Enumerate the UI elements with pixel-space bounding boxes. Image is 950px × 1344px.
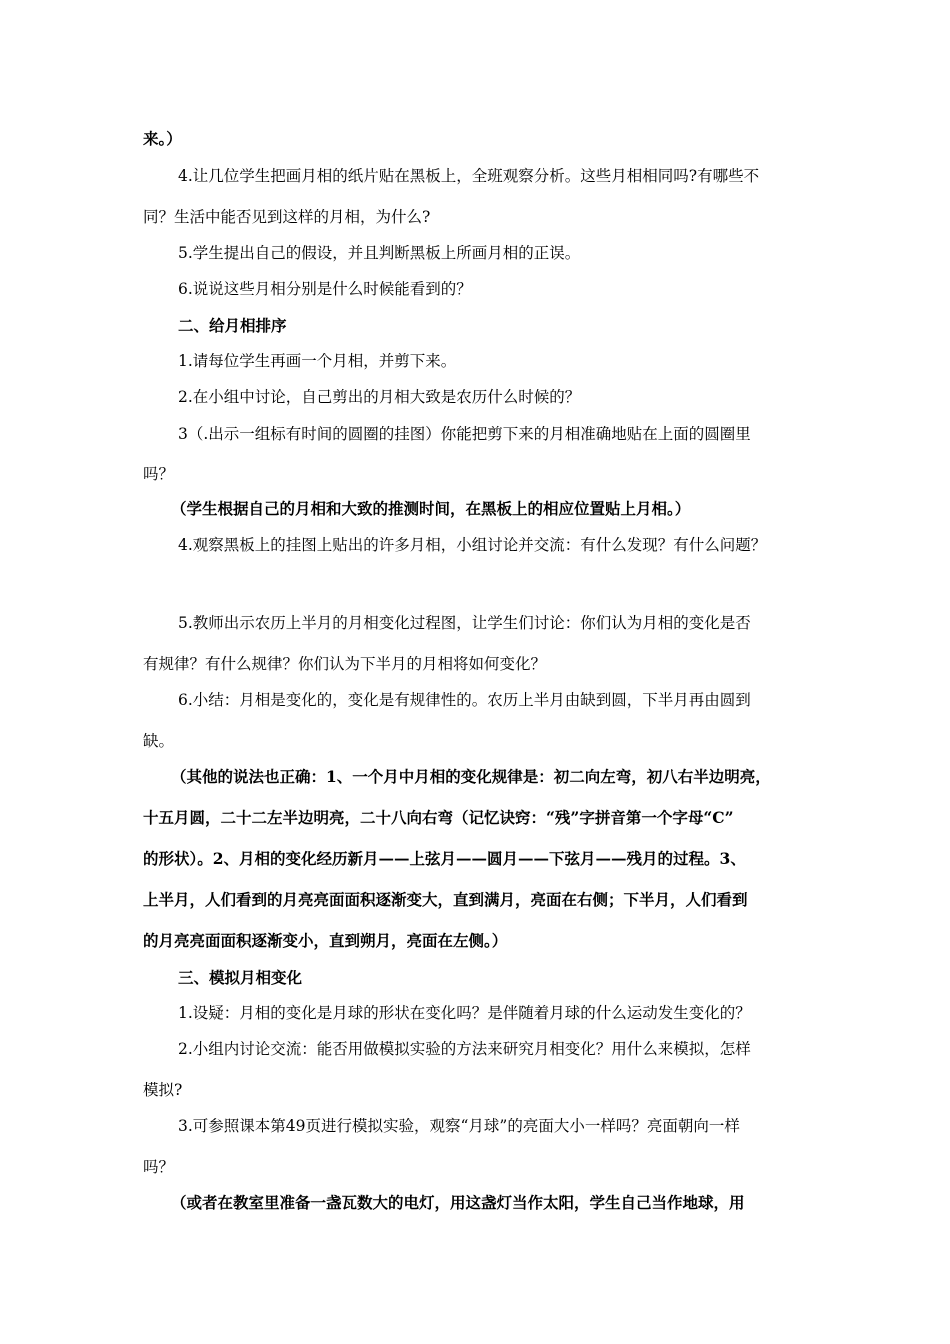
note-line: （其他的说法也正确：1、一个月中月相的变化规律是：初二向左弯，初八右半边明亮，	[171, 767, 771, 786]
text-line: 同？生活中能否见到这样的月相，为什么?	[143, 208, 431, 226]
text-line: 模拟?	[143, 1081, 183, 1099]
text-line: 5.学生提出自己的假设，并且判断黑板上所画月相的正误。	[178, 244, 581, 262]
note-line: （或者在教室里准备一盏瓦数大的电灯，用这盏灯当作太阳，学生自己当作地球，用	[171, 1193, 745, 1212]
text-line: 2.在小组中讨论，自己剪出的月相大致是农历什么时候的？	[178, 388, 581, 406]
section-heading: 三、模拟月相变化	[178, 968, 303, 987]
text-line: 有规律？有什么规律？你们认为下半月的月相将如何变化？	[143, 655, 547, 673]
text-line: 4.让几位学生把画月相的纸片贴在黑板上，全班观察分析。这些月相相同吗?有哪些不	[178, 167, 760, 185]
text-line: 3（.出示一组标有时间的圆圈的挂图）你能把剪下来的月相准确地贴在上面的圆圈里	[178, 425, 751, 443]
text-line: 吗？	[143, 465, 175, 483]
text-line: 5.教师出示农历上半月的月相变化过程图，让学生们讨论：你们认为月相的变化是否	[178, 614, 751, 632]
note-line: 上半月，人们看到的月亮亮面面积逐渐变大，直到满月，亮面在右侧；下半月，人们看到	[143, 890, 748, 909]
text-line: 4.观察黑板上的挂图上贴出的许多月相，小组讨论并交流：有什么发现？有什么问题？	[178, 536, 767, 554]
note-line: 的月亮亮面面积逐渐变小，直到朔月，亮面在左侧。）	[143, 931, 508, 950]
text-line: 6.小结：月相是变化的，变化是有规律性的。农历上半月由缺到圆，下半月再由圆到	[178, 691, 751, 709]
text-line: 1.请每位学生再画一个月相，并剪下来。	[178, 352, 457, 370]
note-line: 的形状）。2、月相的变化经历新月——上弦月——圆月——下弦月——残月的过程。3、	[143, 849, 746, 868]
text-line: 缺。	[143, 732, 175, 750]
section-heading: 二、给月相排序	[178, 316, 287, 335]
text-line: 1.设疑：月相的变化是月球的形状在变化吗？是伴随着月球的什么运动发生变化的？	[178, 1004, 751, 1022]
text-line: 2.小组内讨论交流：能否用做模拟实验的方法来研究月相变化？用什么来模拟，怎样	[178, 1040, 751, 1058]
text-line: 吗？	[143, 1158, 175, 1176]
note-line: （学生根据自己的月相和大致的推测时间，在黑板上的相应位置贴上月相。）	[171, 499, 691, 518]
text-line: 3.可参照课本第49页进行模拟实验，观察“月球”的亮面大小一样吗？亮面朝向一样	[178, 1117, 740, 1135]
text-line: 6.说说这些月相分别是什么时候能看到的？	[178, 280, 472, 298]
text-line: 来。）	[143, 129, 182, 148]
note-line: 十五月圆，二十二左半边明亮，二十八向右弯（记忆诀窍：“残”字拼音第一个字母“C”	[143, 808, 734, 827]
